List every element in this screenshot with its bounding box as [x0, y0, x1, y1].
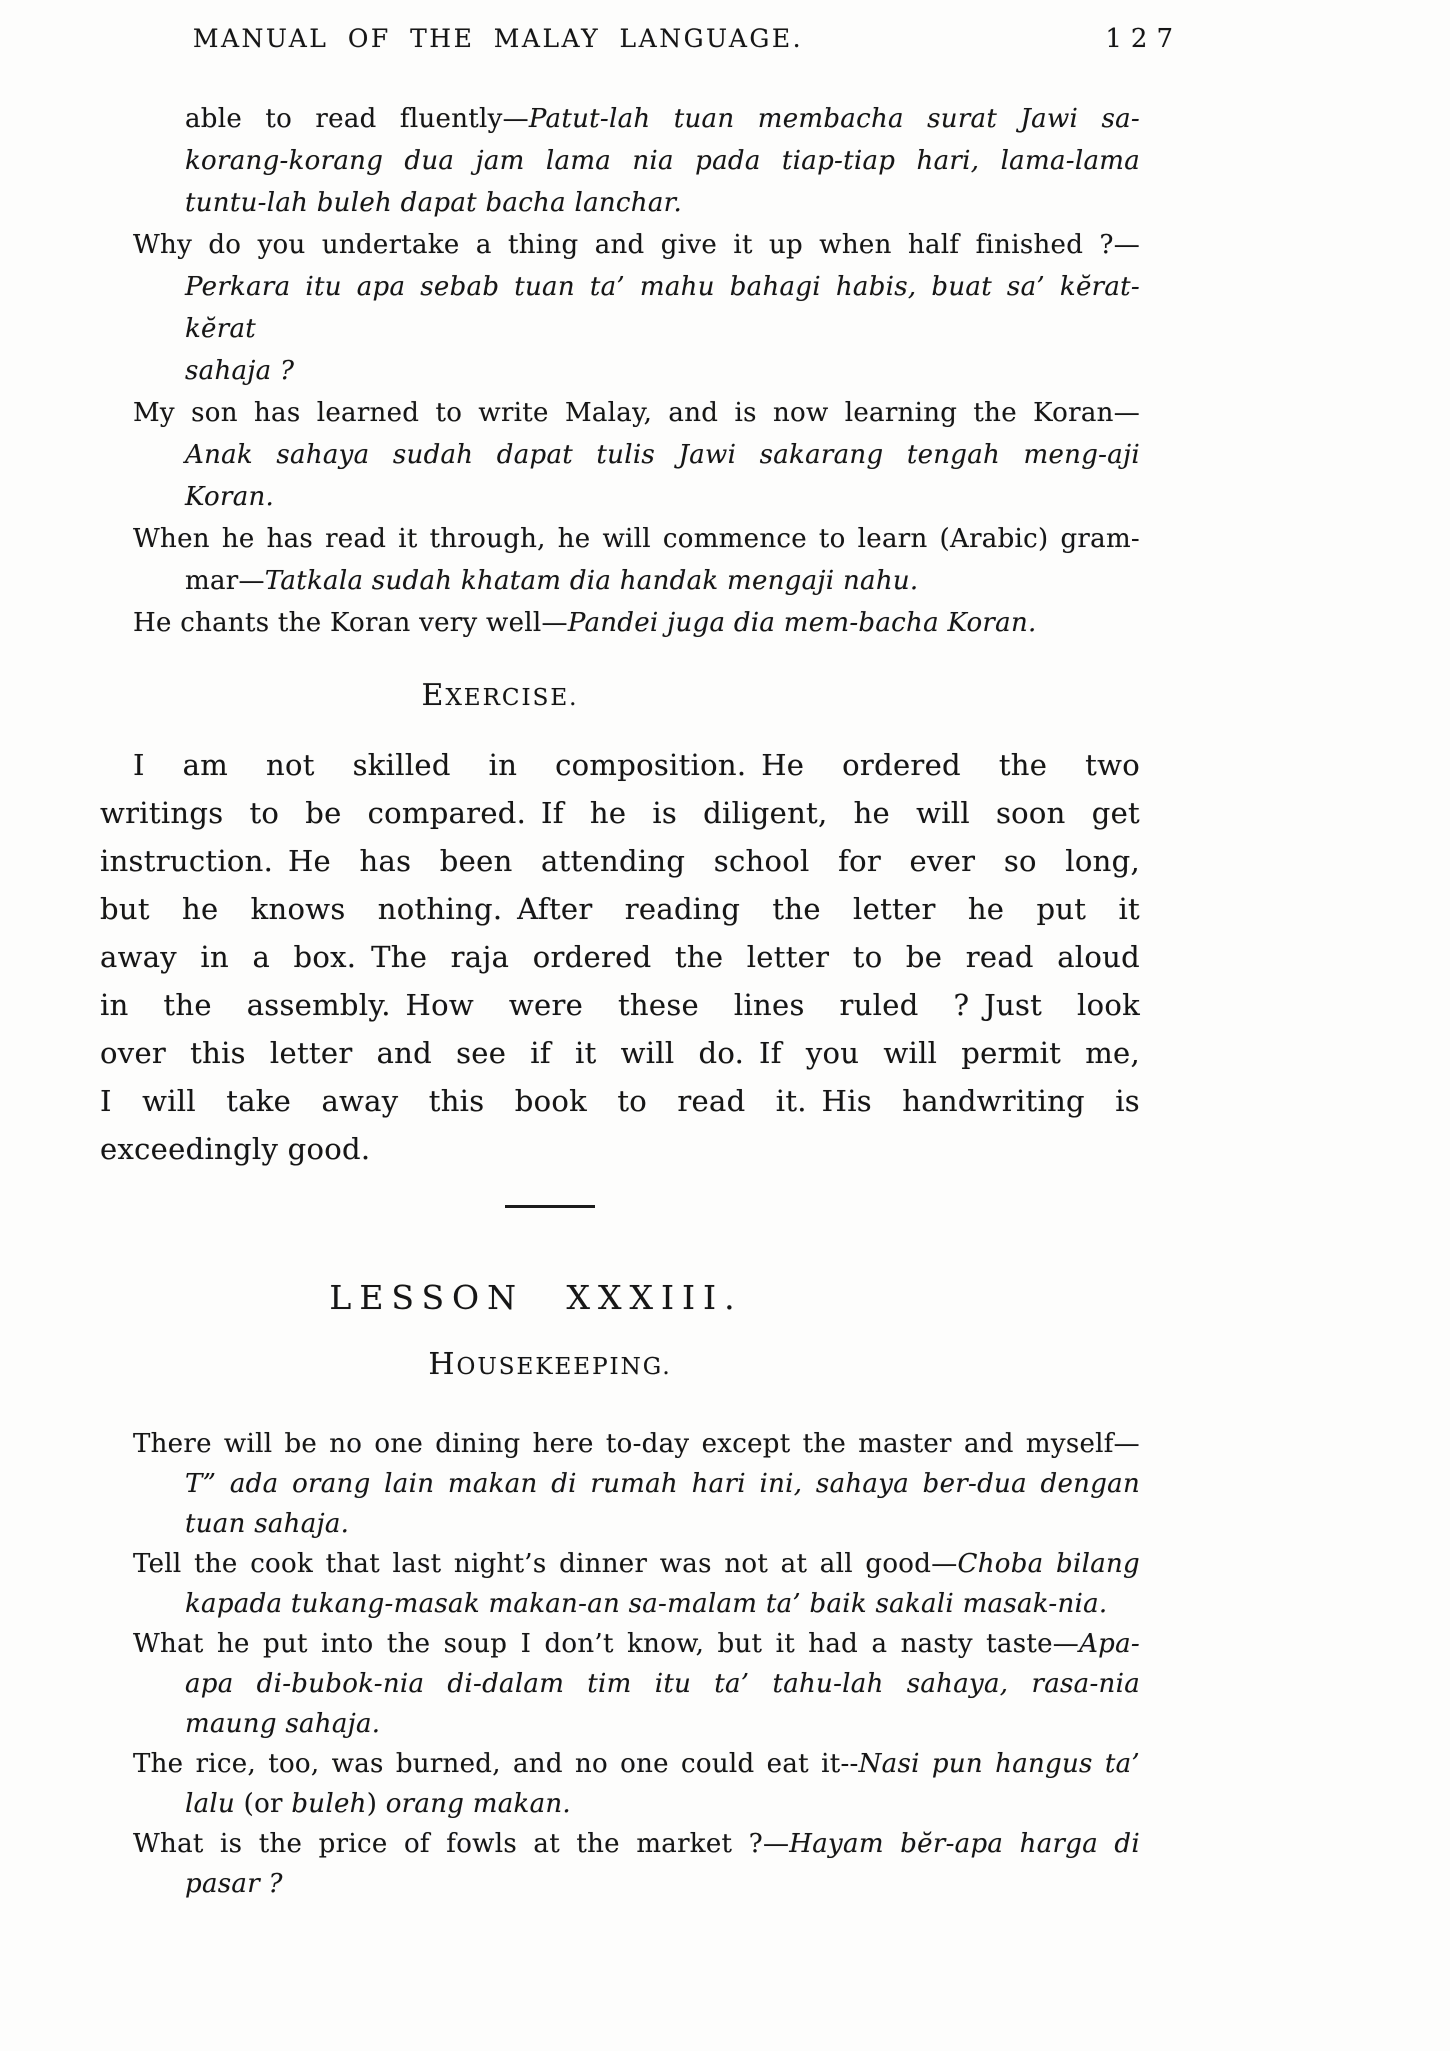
malay-text-segment: Choba bilang: [957, 1549, 1141, 1579]
english-text-segment: away in a box. The raja ordered the letter to be read aloud: [100, 940, 1140, 974]
english-text-segment: What is the price of fowls at the market ?—: [133, 1829, 790, 1859]
english-text-segment: He chants the Koran very well—: [133, 608, 568, 638]
text-line: [100, 1864, 1140, 1904]
text-line: [100, 1784, 1140, 1824]
english-text-segment: My son has learned to write Malay, and is now learning the Koran—: [133, 398, 1140, 428]
text-line: [100, 1504, 1140, 1544]
text-line: [100, 476, 1140, 518]
page-content: [100, 0, 1182, 1904]
malay-text-segment: Anak sahaya sudah dapat tulis Jawi sakarang tengah meng-aji: [185, 440, 1140, 470]
text-line: [100, 518, 1140, 560]
text-line: [100, 224, 1140, 266]
malay-text-segment: Patut-lah tuan membacha surat Jawi sa-: [528, 104, 1140, 134]
running-head: [100, 24, 1182, 60]
text-line: [100, 1125, 1140, 1173]
english-text-segment: I will take away this book to read it. His handwriting is: [100, 1084, 1140, 1118]
english-text-segment: mar—: [185, 566, 265, 596]
malay-text-segment: lalu: [185, 1789, 244, 1819]
english-text-segment: There will be no one dining here to-day except the master and myself—: [133, 1429, 1140, 1459]
text-line: [100, 140, 1140, 182]
text-line: [100, 1464, 1140, 1504]
text-line: [100, 789, 1140, 837]
malay-text-segment: orang makan.: [385, 1789, 571, 1819]
english-text-segment: exceedingly good.: [100, 1132, 371, 1166]
english-text-segment: instruction. He has been attending school for ever so long,: [100, 844, 1140, 878]
english-text-segment: over this letter and see if it will do. If you will permit me,: [100, 1036, 1140, 1070]
exercise-paragraph: [100, 741, 1140, 1173]
text-line: [100, 602, 1140, 644]
lesson-heading: LESSON XXXIII.: [329, 1278, 743, 1317]
text-line: [100, 1424, 1140, 1464]
text-line: [100, 1544, 1140, 1584]
english-text-segment: When he has read it through, he will commence to learn (Arabic) gram-: [133, 524, 1140, 554]
malay-text-segment: Pandei juga dia mem-bacha Koran.: [567, 608, 1037, 638]
malay-text-segment: Perkara itu apa sebab tuan ta’ mahu bahagi habis, buat sa’ kĕrat-kĕrat: [185, 272, 1140, 344]
text-line: [100, 392, 1140, 434]
text-line: [100, 434, 1140, 476]
english-text-segment: Why do you undertake a thing and give it up when half finished ?—: [133, 230, 1140, 260]
text-line: [100, 266, 1140, 350]
text-line: [100, 1744, 1140, 1784]
text-line: [100, 1584, 1140, 1624]
text-line: [100, 1029, 1140, 1077]
text-line: [100, 1824, 1140, 1864]
text-line: [100, 741, 1140, 789]
english-text-segment: but he knows nothing. After reading the letter he put it: [100, 892, 1140, 926]
english-text-segment: able to read fluently—: [185, 104, 529, 134]
english-text-segment: (or: [243, 1789, 292, 1819]
exercise-heading: EXERCISE.: [421, 678, 579, 713]
text-line: [100, 1664, 1140, 1704]
malay-text-segment: pasar ?: [185, 1869, 283, 1899]
translation-examples-top: [100, 98, 1140, 644]
page-title: MANUAL OF THE MALAY LANGUAGE.: [192, 24, 804, 53]
malay-text-segment: tuntu-lah buleh dapat bacha lanchar.: [185, 188, 683, 218]
malay-text-segment: Apa-: [1079, 1629, 1140, 1659]
text-line: [100, 350, 1140, 392]
malay-text-segment: Hayam bĕr-apa harga di: [789, 1829, 1140, 1859]
malay-text-segment: Koran.: [185, 482, 275, 512]
text-line: [100, 1704, 1140, 1744]
malay-text-segment: sahaja ?: [185, 356, 295, 386]
malay-text-segment: tuan sahaja.: [185, 1509, 350, 1539]
malay-text-segment: korang-korang dua jam lama nia pada tiap-tiap hari, lama-lama: [185, 146, 1140, 176]
english-text-segment: ): [366, 1789, 386, 1819]
english-text-segment: I am not skilled in composition. He ordered the two: [133, 748, 1140, 782]
english-text-segment: in the assembly. How were these lines ruled ? Just look: [100, 988, 1140, 1022]
text-line: [100, 98, 1140, 140]
text-line: [100, 1624, 1140, 1664]
text-line: [100, 981, 1140, 1029]
translation-examples-lesson: [100, 1424, 1140, 1904]
malay-text-segment: T” ada orang lain makan di rumah hari ini, sahaya ber-dua dengan: [185, 1469, 1140, 1499]
text-line: [100, 837, 1140, 885]
text-line: [100, 560, 1140, 602]
malay-text-segment: kapada tukang-masak makan-an sa-malam ta’ baik sakali masak-nia.: [185, 1589, 1108, 1619]
english-text-segment: writings to be compared. If he is diligent, he will soon get: [100, 796, 1140, 830]
text-line: [100, 933, 1140, 981]
section-divider: [505, 1205, 595, 1208]
text-line: [100, 1077, 1140, 1125]
text-line: [100, 182, 1140, 224]
malay-text-segment: maung sahaja.: [185, 1709, 381, 1739]
english-text-segment: Tell the cook that last night’s dinner was not at all good—: [133, 1549, 958, 1579]
malay-text-segment: Nasi pun hangus ta’: [858, 1749, 1140, 1779]
malay-text-segment: buleh: [291, 1789, 367, 1819]
page-number: 127: [1105, 24, 1182, 54]
text-line: [100, 885, 1140, 933]
english-text-segment: What he put into the soup I don’t know, but it had a nasty taste—: [133, 1629, 1080, 1659]
english-text-segment: The rice, too, was burned, and no one could eat it--: [133, 1749, 859, 1779]
malay-text-segment: Tatkala sudah khatam dia handak mengaji nahu.: [264, 566, 919, 596]
malay-text-segment: apa di-bubok-nia di-dalam tim itu ta’ tahu-lah sahaya, rasa-nia: [185, 1669, 1140, 1699]
lesson-subheading: HOUSEKEEPING.: [428, 1347, 672, 1382]
